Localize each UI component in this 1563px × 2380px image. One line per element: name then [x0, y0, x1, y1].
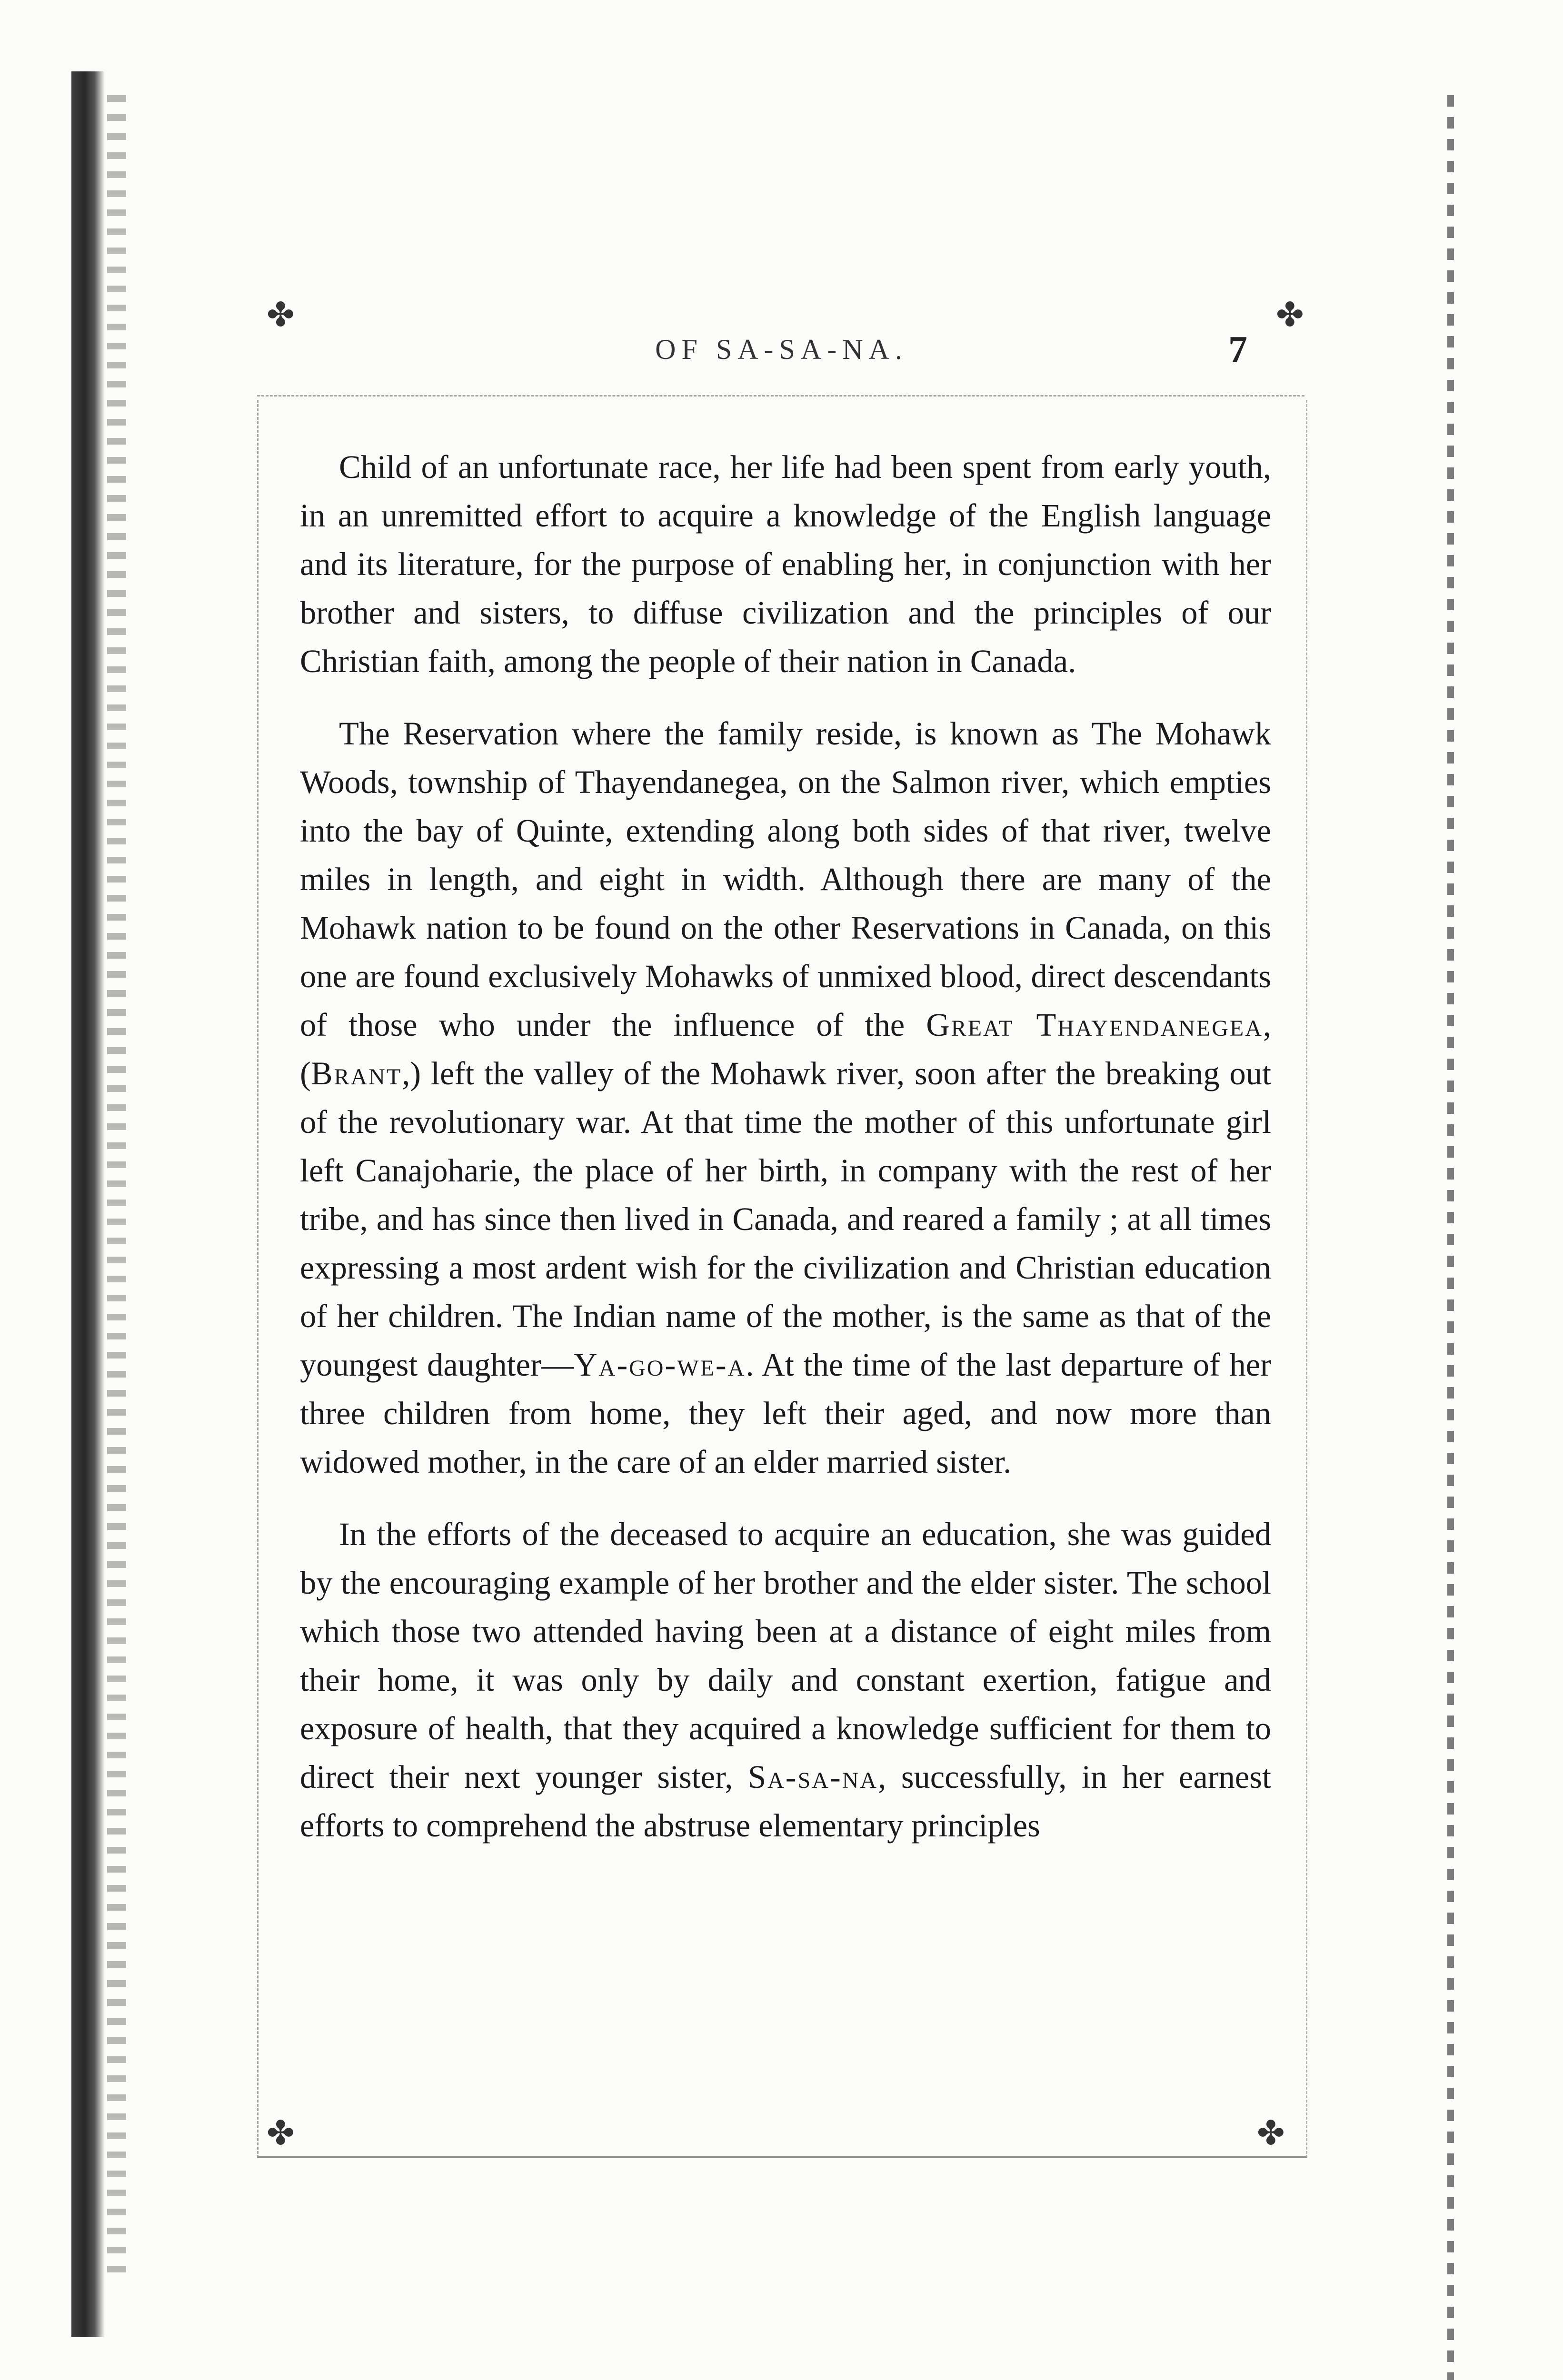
paragraph-3 — [300, 1510, 1271, 1850]
book-spine-shadow — [71, 71, 105, 2337]
paragraph-text: , successfully, in her earnest efforts to comprehend the abstruse elementary principles — [300, 1759, 1271, 1844]
paragraph-text: , ( — [300, 1007, 1271, 1091]
paragraph-text: ,) left the valley of the Mohawk river, soon after the breaking out of the revolutionary war. At that time the mother of this unfortunate girl left Canajoharie, the place of her birth, in company with the rest of her tribe, and has since then lived in Canada, and reared a family ; at all times expressing a most ardent wish for the civilization and Christian education of her children. The Indian name of the mother, is the same as that of the youngest daughter— — [300, 1055, 1271, 1383]
paragraph-text: Child of an unfortunate race, her life had been spent from early youth, in an unremitted effort to acquire a knowledge of the English language and its literature, for the purpose of enabling her, in conjunction with her brother and sisters, to diffuse civilization and the principles of our Christian faith, among the people of their nation in Canada. — [300, 449, 1271, 679]
ornament-mark: ✤ — [1257, 2115, 1285, 2152]
ornament-mark: ✤ — [1276, 297, 1304, 334]
small-caps-name: Sa-sa-na — [748, 1759, 878, 1795]
paragraph-text: The Reservation where the family reside, is known as The Mohawk Woods, township of Thayendanegea, on the Salmon river, which empties into the bay of Quinte, extending along both sides of that river, twelve miles in length, and eight in width. Although there are many of the Mohawk nation to be found on the other Reservations in Canada, on this one are found exclusively Mohawks of unmixed blood, direct descendants of those who under the influence of the — [300, 715, 1271, 1043]
paragraph-2 — [300, 709, 1271, 1486]
text-body — [300, 443, 1271, 1874]
header-rule — [257, 395, 1304, 399]
running-head: OF SA-SA-NA. — [655, 334, 908, 365]
paragraph-1 — [300, 443, 1271, 685]
small-caps-name: Ya-go-we-a — [574, 1347, 746, 1383]
page-edge-right — [1447, 95, 1454, 2380]
ornament-mark: ✤ — [267, 2115, 295, 2152]
page-number: 7 — [1228, 329, 1247, 371]
paragraph-text: . At the time of the last departure of her three children from home, they left their aged, and now more than widowed mother, in the care of an elder married sister. — [300, 1347, 1271, 1480]
ornament-mark: ✤ — [267, 297, 295, 334]
paragraph-text: In the efforts of the deceased to acquire an education, she was guided by the encouraging example of her brother and the elder sister. The school which those two attended having been at a distance of eight miles from their home, it was only by daily and constant exertion, fatigue and exposure of health, that they acquired a knowledge sufficient for them to direct their next younger sister, — [300, 1516, 1271, 1795]
small-caps-name: Great Thayendanegea — [926, 1007, 1263, 1043]
book-spine-texture — [107, 95, 126, 2285]
small-caps-name: Brant — [310, 1055, 402, 1091]
